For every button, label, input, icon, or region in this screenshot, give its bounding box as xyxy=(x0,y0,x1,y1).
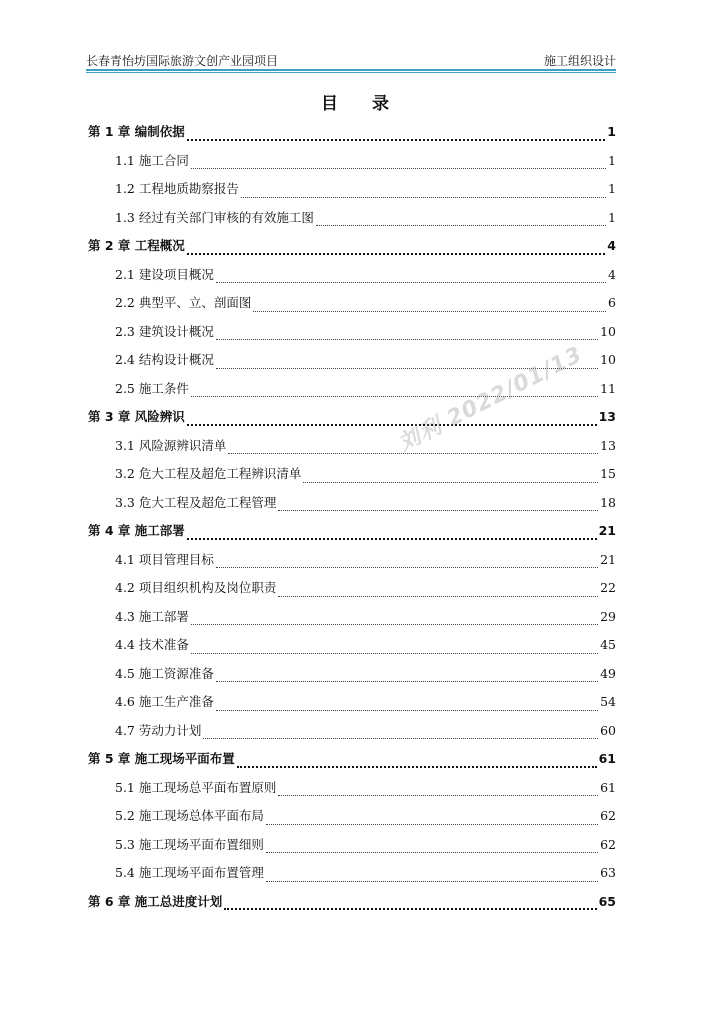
toc-entry-page: 54 xyxy=(600,694,616,709)
toc-leader-dots xyxy=(187,252,606,255)
toc-section-entry[interactable] xyxy=(88,578,616,607)
toc-entry-label: 3.1 风险源辨识清单 xyxy=(115,437,227,453)
toc-entry-page: 18 xyxy=(600,494,616,510)
toc-chapter-entry[interactable] xyxy=(88,122,616,151)
toc-entry-label: 5.2 施工现场总体平面布局 xyxy=(115,808,264,823)
toc-entry-label: 第 5 章 施工现场平面布置 xyxy=(88,751,235,766)
toc-chapter-entry[interactable] xyxy=(88,236,616,265)
toc-entry-label: 4.7 劳动力计划 xyxy=(115,722,202,738)
toc-entry-page: 1 xyxy=(608,209,616,225)
toc-entry-page: 63 xyxy=(600,865,616,880)
toc-section-entry[interactable] xyxy=(88,835,616,864)
toc-leader-dots xyxy=(216,281,606,283)
toc-leader-dots xyxy=(216,709,598,711)
toc-entry-label: 5.1 施工现场总平面布置原则 xyxy=(115,779,277,795)
toc-entry-page: 21 xyxy=(598,523,616,538)
toc-leader-dots xyxy=(216,680,598,682)
toc-entry-label: 2.4 结构设计概况 xyxy=(115,352,214,367)
toc-entry-label: 第 4 章 施工部署 xyxy=(88,523,185,538)
toc-entry-page: 61 xyxy=(600,779,616,795)
toc-chapter-entry[interactable] xyxy=(88,407,616,436)
toc-leader-dots xyxy=(191,652,598,654)
toc-leader-dots xyxy=(266,851,598,853)
toc-entry-page: 4 xyxy=(608,266,616,282)
toc-entry-label: 5.3 施工现场平面布置细则 xyxy=(115,836,264,852)
toc-entry-page: 65 xyxy=(598,893,616,909)
toc-section-entry[interactable] xyxy=(88,778,616,807)
toc-leader-dots xyxy=(216,566,598,568)
table-of-contents xyxy=(88,122,616,920)
header-document-type: 施工组织设计 xyxy=(543,54,616,68)
toc-leader-dots xyxy=(216,338,598,340)
toc-leader-dots xyxy=(316,224,606,226)
toc-leader-dots xyxy=(203,737,598,739)
toc-leader-dots xyxy=(241,196,606,198)
toc-entry-label: 2.2 典型平、立、剖面图 xyxy=(115,295,252,310)
toc-entry-label: 3.3 危大工程及超危工程管理 xyxy=(115,494,277,510)
toc-section-entry[interactable] xyxy=(88,863,616,892)
toc-entry-page: 10 xyxy=(600,352,616,367)
toc-entry-page: 1 xyxy=(608,181,616,196)
toc-entry-page: 1 xyxy=(607,124,616,139)
page-header xyxy=(86,50,616,68)
toc-entry-page: 1 xyxy=(608,152,616,168)
toc-entry-label: 第 3 章 风险辨识 xyxy=(88,409,185,424)
toc-chapter-entry[interactable] xyxy=(88,892,616,921)
toc-entry-page: 49 xyxy=(600,665,616,681)
toc-section-entry[interactable] xyxy=(88,179,616,208)
header-rule xyxy=(86,69,616,71)
toc-leader-dots xyxy=(191,395,598,397)
toc-section-entry[interactable] xyxy=(88,493,616,522)
toc-entry-page: 60 xyxy=(600,722,616,738)
toc-entry-page: 29 xyxy=(600,608,616,624)
toc-chapter-entry[interactable] xyxy=(88,521,616,550)
toc-leader-dots xyxy=(191,167,606,169)
watermark: 刘利 2022/01/13 xyxy=(394,342,587,457)
toc-leader-dots xyxy=(237,765,597,768)
toc-entry-page: 4 xyxy=(607,238,616,253)
toc-title: 目 录 xyxy=(321,94,403,114)
toc-entry-label: 4.1 项目管理目标 xyxy=(115,551,214,567)
toc-leader-dots xyxy=(266,880,598,882)
toc-entry-page: 15 xyxy=(600,466,616,481)
toc-entry-page: 13 xyxy=(598,409,616,424)
toc-entry-label: 第 2 章 工程概况 xyxy=(88,238,185,253)
toc-section-entry[interactable] xyxy=(88,293,616,322)
toc-entry-label: 4.5 施工资源准备 xyxy=(115,665,214,681)
toc-entry-page: 62 xyxy=(600,836,616,852)
toc-section-entry[interactable] xyxy=(88,208,616,237)
toc-entry-label: 5.4 施工现场平面布置管理 xyxy=(115,865,264,880)
toc-entry-page: 45 xyxy=(600,637,616,652)
toc-section-entry[interactable] xyxy=(88,635,616,664)
toc-leader-dots xyxy=(278,595,598,597)
header-project-name: 长春青怡坊国际旅游文创产业园项目 xyxy=(86,54,279,68)
toc-leader-dots xyxy=(278,509,598,511)
toc-entry-label: 2.3 建筑设计概况 xyxy=(115,323,214,339)
toc-entry-page: 61 xyxy=(598,751,616,766)
toc-section-entry[interactable] xyxy=(88,322,616,351)
toc-entry-page: 10 xyxy=(600,323,616,339)
toc-entry-label: 第 1 章 编制依据 xyxy=(88,124,185,139)
toc-section-entry[interactable] xyxy=(88,151,616,180)
toc-section-entry[interactable] xyxy=(88,806,616,835)
toc-entry-label: 3.2 危大工程及超危工程辨识清单 xyxy=(115,466,302,481)
toc-entry-page: 13 xyxy=(600,437,616,453)
toc-leader-dots xyxy=(303,481,598,483)
toc-section-entry[interactable] xyxy=(88,692,616,721)
toc-leader-dots xyxy=(187,537,597,540)
toc-leader-dots xyxy=(187,423,597,426)
toc-entry-label: 第 6 章 施工总进度计划 xyxy=(88,893,223,909)
toc-section-entry[interactable] xyxy=(88,464,616,493)
toc-entry-page: 6 xyxy=(608,295,616,310)
toc-entry-label: 1.1 施工合同 xyxy=(115,152,189,168)
toc-section-entry[interactable] xyxy=(88,607,616,636)
toc-leader-dots xyxy=(253,310,606,312)
toc-section-entry[interactable] xyxy=(88,265,616,294)
toc-entry-label: 1.3 经过有关部门审核的有效施工图 xyxy=(115,209,314,225)
toc-leader-dots xyxy=(191,623,598,625)
toc-entry-page: 22 xyxy=(600,580,616,595)
toc-entry-label: 4.6 施工生产准备 xyxy=(115,694,214,709)
toc-entry-label: 4.2 项目组织机构及岗位职责 xyxy=(115,580,277,595)
header-rule-thin xyxy=(86,72,616,73)
toc-section-entry[interactable] xyxy=(88,550,616,579)
toc-leader-dots xyxy=(187,138,606,141)
toc-entry-page: 62 xyxy=(600,808,616,823)
toc-entry-label: 2.1 建设项目概况 xyxy=(115,266,214,282)
toc-section-entry[interactable] xyxy=(88,664,616,693)
toc-entry-page: 21 xyxy=(600,551,616,567)
toc-entry-label: 4.4 技术准备 xyxy=(115,637,189,652)
toc-leader-dots xyxy=(266,823,598,825)
toc-section-entry[interactable] xyxy=(88,436,616,465)
toc-leader-dots xyxy=(224,907,596,910)
toc-entry-label: 4.3 施工部署 xyxy=(115,608,189,624)
toc-entry-label: 1.2 工程地质勘察报告 xyxy=(115,181,239,196)
toc-chapter-entry[interactable] xyxy=(88,749,616,778)
toc-entry-label: 2.5 施工条件 xyxy=(115,380,189,396)
toc-leader-dots xyxy=(278,794,598,796)
toc-section-entry[interactable] xyxy=(88,721,616,750)
toc-entry-page: 11 xyxy=(600,380,616,396)
